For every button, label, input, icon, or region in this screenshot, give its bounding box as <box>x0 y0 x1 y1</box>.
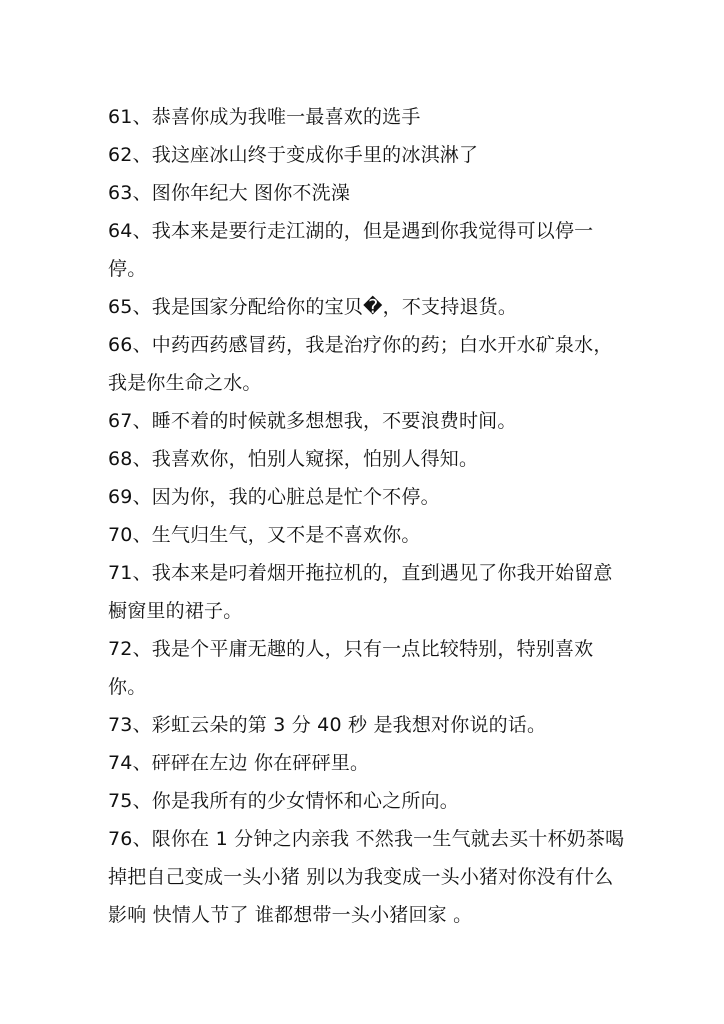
list-item: 74、砰砰在左边 你在砰砰里。 <box>108 752 370 774</box>
list-item: 76、限你在 1 分钟之内亲我 不然我一生气就去买十杯奶茶喝掉把自己变成一头小猪 别以为我变成一头小猪对你没有什么影响 快情人节了 谁都想带一头小猪回家 。 <box>108 828 625 926</box>
list-item: 65、我是国家分配给你的宝贝�，不支持退货。 <box>108 296 518 318</box>
list-item: 69、因为你，我的心脏总是忙个不停。 <box>108 486 440 508</box>
list-item: 61、恭喜你成为我唯一最喜欢的选手 <box>108 106 421 128</box>
list-item: 70、生气归生气，又不是不喜欢你。 <box>108 524 421 546</box>
list-item: 73、彩虹云朵的第 3 分 40 秒 是我想对你说的话。 <box>108 714 547 736</box>
list-item: 66、中药西药感冒药，我是治疗你的药；白水开水矿泉水，我是你生命之水。 <box>108 334 613 394</box>
list-item: 75、你是我所有的少女情怀和心之所向。 <box>108 790 459 812</box>
list-item: 68、我喜欢你，怕别人窥探，怕别人得知。 <box>108 448 479 470</box>
list-item: 63、图你年纪大 图你不洗澡 <box>108 182 351 204</box>
list-item: 64、我本来是要行走江湖的，但是遇到你我觉得可以停一停。 <box>108 220 594 280</box>
list-item: 72、我是个平庸无趣的人，只有一点比较特别，特别喜欢你。 <box>108 638 594 698</box>
entry-list <box>108 98 628 934</box>
list-item: 71、我本来是叼着烟开拖拉机的，直到遇见了你我开始留意橱窗里的裙子。 <box>108 562 613 622</box>
list-item: 62、我这座冰山终于变成你手里的冰淇淋了 <box>108 144 479 166</box>
list-item: 67、睡不着的时候就多想想我，不要浪费时间。 <box>108 410 517 432</box>
